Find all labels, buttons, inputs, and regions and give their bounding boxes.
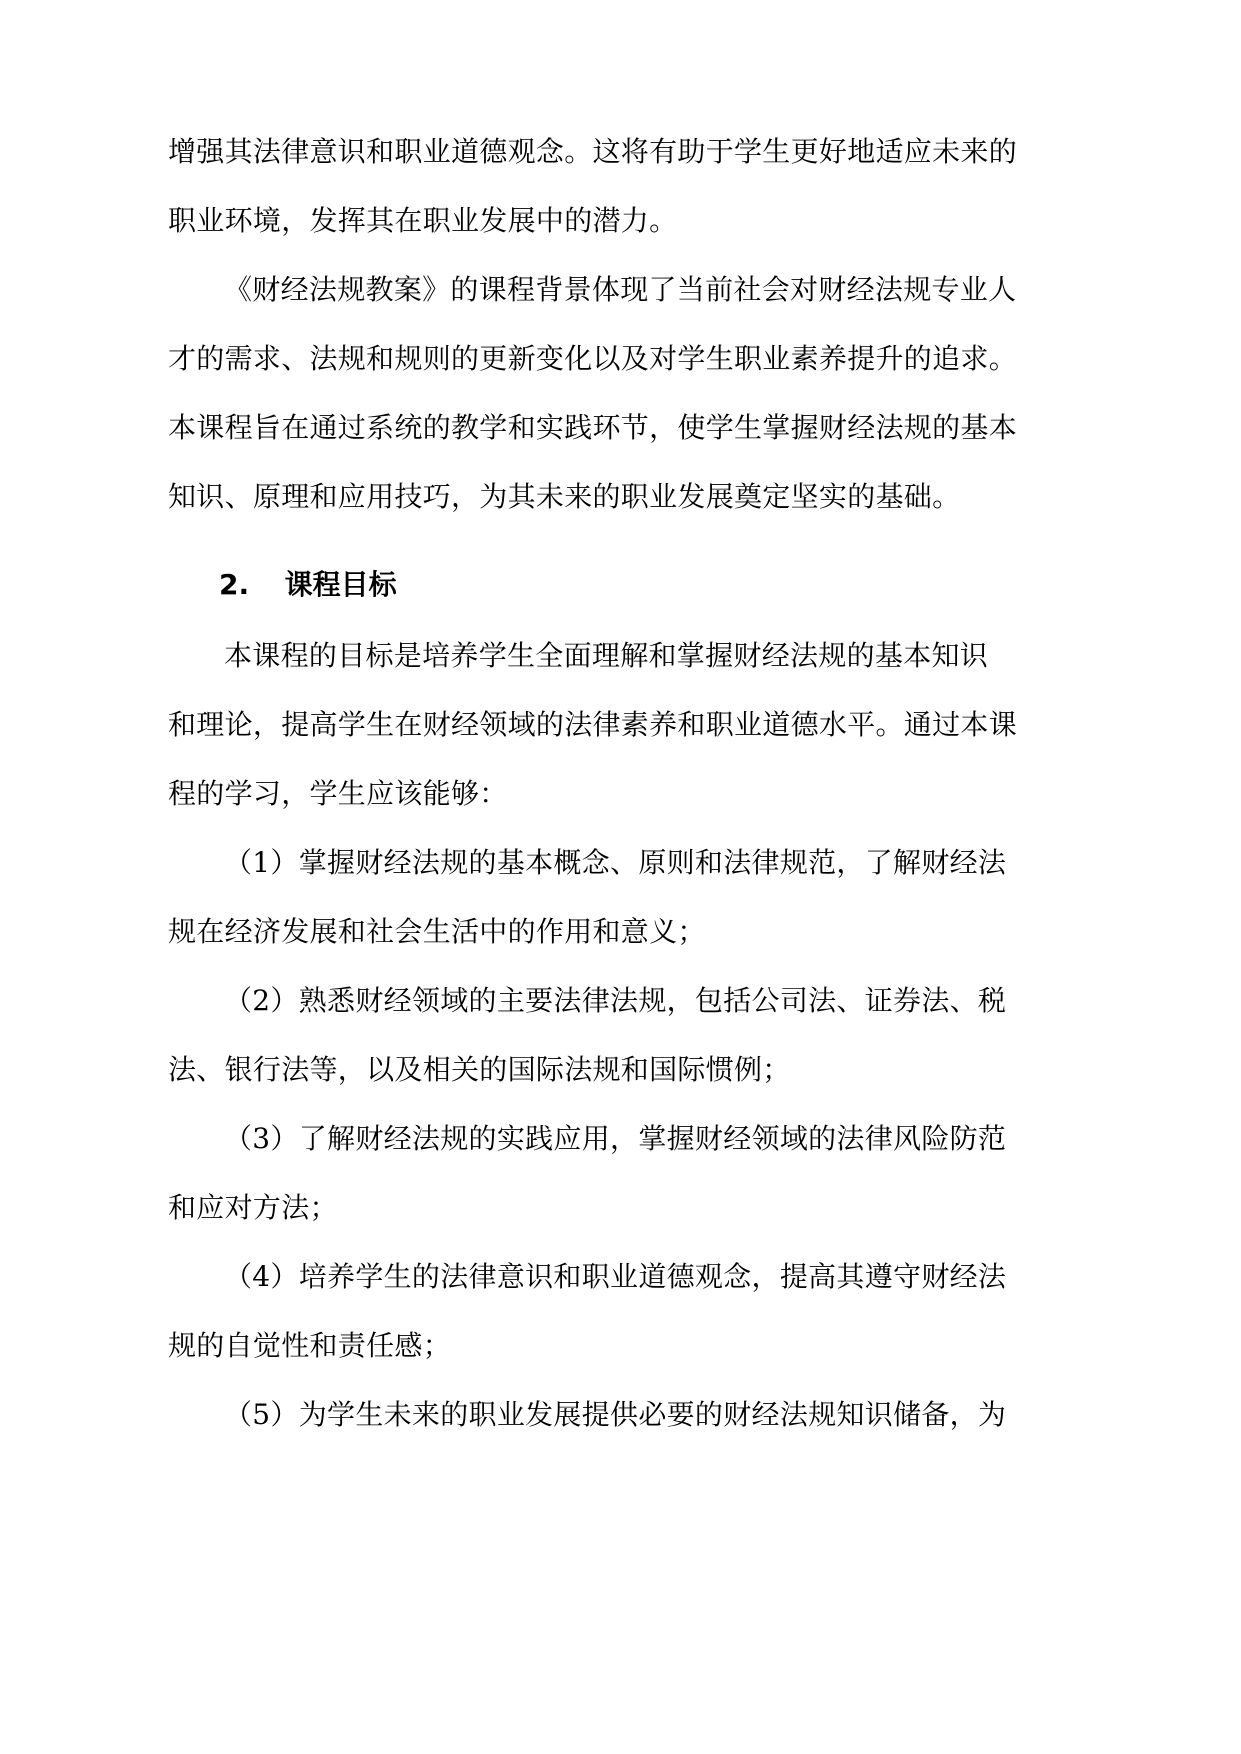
paragraph-line: 职业环境，发挥其在职业发展中的潜力。 xyxy=(168,204,678,237)
goals-intro-line: 本课程的目标是培养学生全面理解和掌握财经法规的基本知识 xyxy=(224,639,989,672)
goal-item-line: （3）了解财经法规的实践应用，掌握财经领域的法律风险防范 xyxy=(224,1122,1007,1155)
goal-item-line: 和应对方法； xyxy=(168,1191,338,1224)
goals-intro-line: 程的学习，学生应该能够： xyxy=(168,777,508,810)
goal-item-line: （5）为学生未来的职业发展提供必要的财经法规知识储备，为 xyxy=(224,1398,1007,1431)
section-number: 2. xyxy=(219,568,250,601)
goal-item-line: 规在经济发展和社会生活中的作用和意义； xyxy=(168,915,706,948)
paragraph-line: 知识、原理和应用技巧，为其未来的职业发展奠定坚实的基础。 xyxy=(168,480,961,513)
paragraph-line: 增强其法律意识和职业道德观念。这将有助于学生更好地适应未来的 xyxy=(168,135,1018,168)
goal-item-line: （1）掌握财经法规的基本概念、原则和法律规范，了解财经法 xyxy=(224,846,1007,879)
paragraph-line: 《财经法规教案》的课程背景体现了当前社会对财经法规专业人 xyxy=(224,273,1017,306)
goal-item-line: 法、银行法等，以及相关的国际法规和国际惯例； xyxy=(168,1053,791,1086)
paragraph-line: 才的需求、法规和规则的更新变化以及对学生职业素养提升的追求。 xyxy=(168,342,1018,375)
section-heading xyxy=(219,567,397,603)
goal-item-line: （4）培养学生的法律意识和职业道德观念，提高其遵守财经法 xyxy=(224,1260,1007,1293)
goal-item-line: 规的自觉性和责任感； xyxy=(168,1329,452,1362)
section-title: 课程目标 xyxy=(284,568,397,601)
goals-intro-line: 和理论，提高学生在财经领域的法律素养和职业道德水平。通过本课 xyxy=(168,708,1018,741)
goal-item-line: （2）熟悉财经领域的主要法律法规，包括公司法、证券法、税 xyxy=(224,984,1007,1017)
paragraph-line: 本课程旨在通过系统的教学和实践环节，使学生掌握财经法规的基本 xyxy=(168,411,1018,444)
